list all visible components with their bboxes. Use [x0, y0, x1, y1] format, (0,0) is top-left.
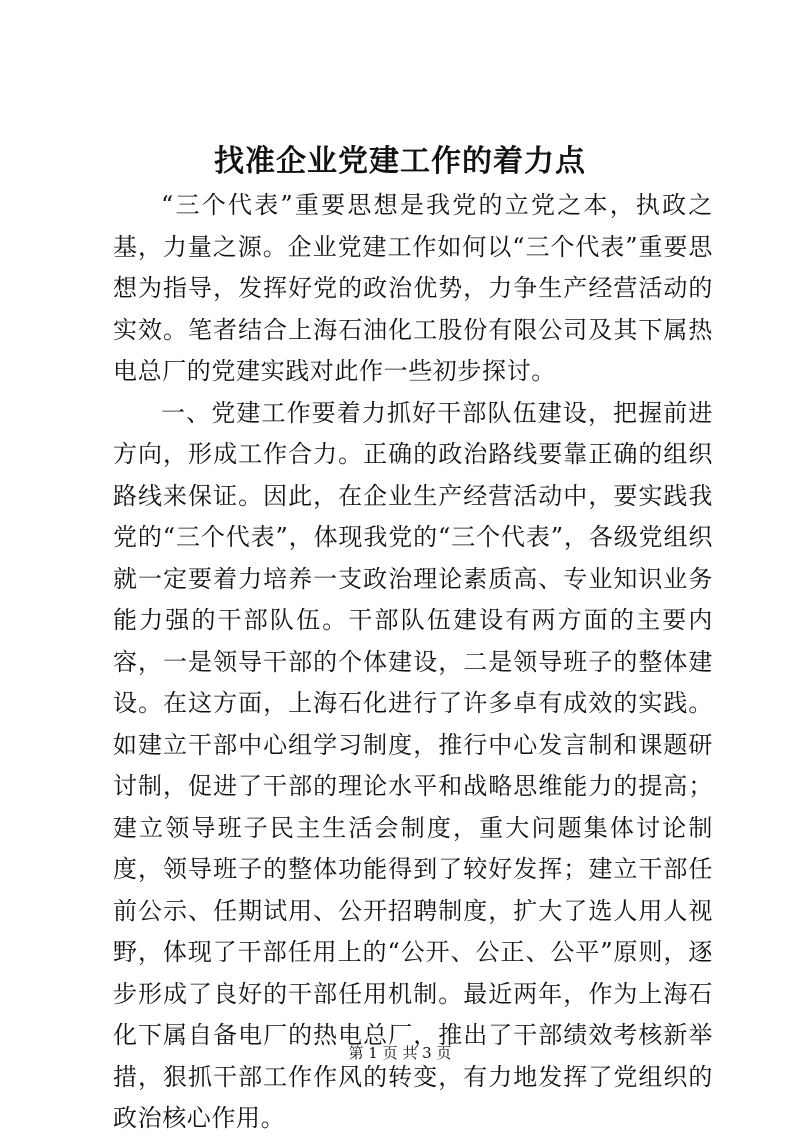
- document-title: 找准企业党建工作的着力点: [214, 144, 586, 179]
- page-footer: 第 1 页 共 3 页: [348, 1044, 452, 1062]
- paragraph-intro: “三个代表”重要思想是我党的立党之本，执政之基，力量之源。企业党建工作如何以“三个代表”重要思想为指导，发挥好党的政治优势，力争生产经营活动的实效。笔者结合上海石油化工股份有限公司及其下属热电总厂的党建实践对此作一些初步探讨。: [113, 191, 713, 385]
- document-body: [113, 185, 713, 1140]
- paragraph-section-1: 一、党建工作要着力抓好干部队伍建设，把握前进方向，形成工作合力。正确的政治路线要靠正确的组织路线来保证。因此，在企业生产经营活动中，要实践我党的“三个代表”，体现我党的“三个代表”，各级党组织就一定要着力培养一支政治理论素质高、专业知识业务能力强的干部队伍。干部队伍建设有两方面的主要内容，一是领导干部的个体建设，二是领导班子的整体建设。在这方面，上海石化进行了许多卓有成效的实践。如建立干部中心组学习制度，推行中心发言制和课题研讨制，促进了干部的理论水平和战略思维能力的提高；建立领导班子民主生活会制度，重大问题集体讨论制度，领导班子的整体功能得到了较好发挥；建立干部任前公示、任期试用、公开招聘制度，扩大了选人用人视野，体现了干部任用上的“公开、公正、公平”原则，逐步形成了良好的干部任用机制。最近两年，作为上海石化下属自备电厂的热电总厂，推出了干部绩效考核新举措，狠抓干部工作作风的转变，有力地发挥了党组织的政治核心作用。: [113, 398, 713, 1132]
